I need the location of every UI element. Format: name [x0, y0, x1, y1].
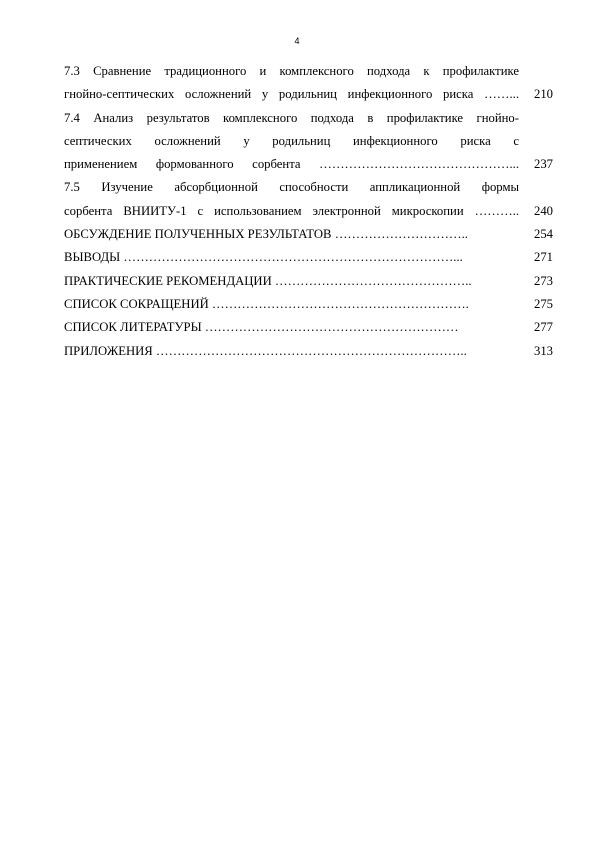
- toc-entry-appendices: [64, 340, 553, 363]
- toc-entry-line: гнойно-септических осложнений у родильниц инфекционного риска ……...: [64, 87, 519, 102]
- toc-entry-line: септических осложнений у родильниц инфекционного риска с: [64, 133, 519, 148]
- toc-entry-text: ОБСУЖДЕНИЕ ПОЛУЧЕННЫХ РЕЗУЛЬТАТОВ …………………………..: [64, 227, 468, 242]
- toc-entry-line: сорбента ВНИИТУ-1 с использованием электронной микроскопии ………..: [64, 203, 519, 218]
- toc-entry-text: ВЫВОДЫ ……………………………………………………………………...: [64, 250, 463, 265]
- toc-entry-page: 273: [533, 273, 553, 288]
- toc-entry-page: 277: [533, 320, 553, 335]
- toc-entry-text: СПИСОК ЛИТЕРАТУРЫ ……………………………………………………: [64, 320, 459, 335]
- page-number: 4: [294, 36, 300, 46]
- toc-entry-line: применением формованного сорбента ………………………………………...: [64, 157, 519, 172]
- toc-entry-conclusions: [64, 246, 553, 269]
- toc-entry-line: 7.3 Сравнение традиционного и комплексного подхода к профилактике: [64, 64, 519, 78]
- toc-entry-recommendations: [64, 270, 553, 293]
- toc-entry-page: 240: [533, 203, 553, 218]
- toc-entry-text: ПРАКТИЧЕСКИЕ РЕКОМЕНДАЦИИ ………………………………………..: [64, 273, 472, 288]
- toc-entry-page: 313: [533, 343, 553, 358]
- toc-entry-discussion: [64, 223, 553, 246]
- toc-entry-abbreviations: [64, 293, 553, 316]
- toc-entry-text: СПИСОК СОКРАЩЕНИЙ …………………………………………………….: [64, 296, 469, 311]
- toc-entry-page: 254: [533, 227, 553, 242]
- toc-entry-text: [64, 176, 519, 223]
- toc-entry-7-5: [64, 176, 553, 223]
- toc-entry-page: 210: [533, 87, 553, 102]
- toc-entry-text: [64, 60, 519, 107]
- toc-entry-page: 237: [533, 157, 553, 172]
- toc-entry-7-3: [64, 60, 553, 107]
- table-of-contents: [64, 60, 553, 363]
- toc-entry-line: 7.5 Изучение абсорбционной способности аппликационной формы: [64, 180, 519, 195]
- toc-entry-page: 275: [533, 296, 553, 311]
- toc-entry-text: [64, 107, 519, 177]
- toc-entry-references: [64, 316, 553, 339]
- toc-entry-text: ПРИЛОЖЕНИЯ ………………………………………………………………..: [64, 343, 467, 358]
- toc-entry-line: 7.4 Анализ результатов комплексного подхода в профилактике гнойно-: [64, 110, 519, 125]
- toc-entry-page: 271: [533, 250, 553, 265]
- toc-entry-7-4: [64, 107, 553, 177]
